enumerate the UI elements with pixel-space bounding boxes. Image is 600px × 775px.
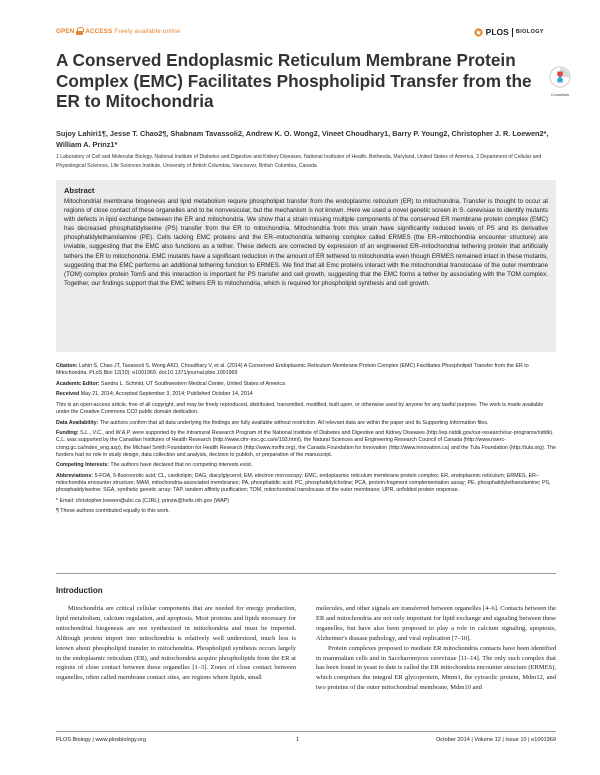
intro-paragraph-1: Mitochondria are critical cellular components that are needed for energy production, lipid metabolism, calcium regulation, and apoptosis. Most proteins and lipids necessary for mitochondrial biogenesis are not synthesized in mitochondria and must be imported. Although protein import into mitochondria is relatively well understood, much less is known about phospholipid transfer to mitochondria. Phospholipid synthesis occurs largely in the endoplasmic reticulum (ER), and mitochondria acquire phospholipids from the ER at regions of close contact between these organelles [1–3]. Zones of close contact between organelles, often called membrane contact sites, are regions where lipids, small: [56, 605, 296, 682]
article-title: A Conserved Endoplasmic Reticulum Membrane Protein Complex (EMC) Facilitates Phospholipid Transfer from the ER to Mitochondria: [56, 50, 532, 111]
journal-header: [56, 27, 544, 41]
right-column: [316, 604, 556, 693]
article-metadata: [56, 363, 556, 519]
journal-url: PLOS Biology | www.plosbiology.org: [56, 737, 146, 743]
abstract-text: Mitochondrial membrane biogenesis and lipid metabolism require phospholipid transfer from the endoplasmic reticulum (ER) to mitochondria. Transfer is thought to occur at regions of close contact of these organelles and to be nonvesicular, but the mechanism is not known. Here we used a novel genetic screen in S. cerevisiae to identify mutants with defects in lipid exchange between the ER and mitochondria. We show that a strain missing multiple components of the conserved ER membrane protein complex (EMC) has decreased phosphatidylserine (PS) transfer from the ER to mitochondria. Mitochondria from this strain have significantly reduced levels of PS and its derivative phosphatidylethanolamine (PE). Cells lacking EMC proteins and the ER–mitochondria tethering complex called ERMES (the ER–mitochondria encounter structure) are inviable, suggesting that the EMC also functions as a tether. These defects are corrected by expression of an engineered ER–mitochondrial tethering protein that artificially tethers the ER to mitochondria. EMC mutants have a significant reduction in the amount of ER tethered to mitochondria even though ERMES remained intact in these mutants, suggesting that the EMC performs an additional tethering function to ERMES. We find that all Emc proteins interact with the mitochondrial translocase of the outer membrane (TOM) complex protein Tom5 and this interaction is important for PS transfer and cell growth, suggesting that the EMC forms a tether by associating with the TOM complex. Together, our findings support that the EMC tethers ER to mitochondria, which is required for phospholipid synthesis and cell growth.: [64, 198, 548, 287]
author-list: Sujoy Lahiri1¶, Jesse T. Chao2¶, Shabnam Tavassoli2, Andrew K. O. Wong2, Vineet Choudhary1, Barry P. Young2, Christopher J. R. Loewen2*, William A. Prinz1*: [56, 129, 549, 149]
affiliations: 1 Laboratory of Cell and Molecular Biology, National Institute of Diabetes and Digestive and Kidney Diseases, National Institutes of Health, Bethesda, Maryland, United States of America, 2 Department of Cellular and Physiological Sciences, Life Sciences Institute, University of British Columbia, Vancouver, British Columbia, Canada: [56, 154, 542, 169]
two-column-body: [56, 604, 556, 693]
open-lock-icon: [76, 27, 83, 35]
plos-biology-logo: PLOS BIOLOGY: [474, 27, 544, 37]
logo-divider: [512, 28, 513, 37]
page-number: 1: [296, 737, 300, 743]
abstract-heading: Abstract: [64, 186, 95, 195]
intro-paragraph-2: Protein complexes proposed to mediate ER mitochondria contacts have been identified in mammalian cells and in Saccharomyces cerevisiae [11–14]. The only such complex that has been found in yeast to date is called the ER mitochondria encounter structure (ERMES), which comprises the integral ER glycoprotein, Mmm1, the cytosolic protein, Mdm12, and two proteins of the outer mitochondrial membrane, Mdm10 and: [316, 644, 556, 692]
open-access-badge: OPEN ACCESS Freely available online: [56, 27, 181, 35]
funding-statement: Funding: S.L., V.C., and W.A.P. were supported by the Intramural Research Program of the National Institute of Diabetes and Digestive and Kidney Diseases (http://ep.niddk.gov/our-research/our-programs/niddk). C.L. was supported by the Canadian Institutes of Health Research (http://www.cihr-irsc.gc.ca/e/193.html), the Natural Sciences and Engineering Research Council of Canada (http://www.nserc-crsng.gc.ca/index_eng.asp), the Michael Smith Foundation for Health Research (http://www.msfhr.org), the Canada Foundation for Innovation (http://www.innovation.ca) and the Tula Foundation (http://tula.org). The funders had no role in study design, data collection and analysis, decision to publish, or preparation of the manuscript.: [56, 430, 556, 458]
abbreviations: Abbreviations: 5-FOA, 5-fluoroorotic acid; CL, cardiolipin; DAG, diacylglycerol; EM, electron microscopy; EMC, endoplasmic reticulum membrane protein complex; ER, endoplasmic reticulum; ERMES, ER–mitochondria encounter structure; MAM, mitochondria-associated membranes; PA, phosphatidic acid; PC, phosphatidylcholine; PCA, protein-fragment complementation assay; PE, phosphatidylethanolamine; PS, phosphatidylserine; SGA, synthetic genetic array; TAP, tandem affinity purification; TOM, mitochondrial translocase of the outer membrane; UPR, unfolded protein response.: [56, 472, 551, 494]
intro-paragraph-1-cont: molecules, and other signals are transferred between organelles [4–6]. Contacts between the ER and mitochondria are not only important for lipid exchange and signaling between these organelles, but have also been proposed to play a role in calcium signaling, apoptosis, Alzheimer's disease pathology, and viral replication [7–10].: [316, 605, 556, 642]
crossmark-badge[interactable]: [546, 66, 574, 97]
equal-contribution-note: ¶ These authors contributed equally to this work.: [56, 508, 170, 515]
plos-star-icon: [474, 28, 483, 37]
abstract-box: [56, 180, 556, 352]
data-availability: Data Availability: The authors confirm that all data underlying the findings are fully available without restriction. All relevant data are within the paper and its Supporting Information files.: [56, 419, 489, 426]
section-divider: [56, 573, 556, 574]
competing-interests: Competing Interests: The authors have declared that no competing interests exist.: [56, 462, 253, 469]
introduction-section: [56, 586, 556, 693]
page-footer: [56, 737, 556, 743]
citation: Citation: Lahiri S, Chao JT, Tavassoli S, Wong AKO, Choudhary V, et al. (2014) A Conserved Endoplasmic Reticulum Membrane Protein Complex (EMC) Facilitates Phospholipid Transfer from the ER to Mitochondria. PLoS Biol 12(10): e1001969. doi:10.1371/journal.pbio.1001969: [56, 363, 529, 377]
crossmark-label: CrossMark: [550, 93, 570, 97]
license-statement: This is an open-access article, free of all copyright, and may be freely reproduced, distributed, transmitted, modified, built upon, or otherwise used by anyone for any lawful purpose. The work is made available under the Creative Commons CC0 public domain dedication.: [56, 401, 544, 416]
issue-info: October 2014 | Volume 12 | Issue 10 | e1001969: [435, 737, 556, 743]
publication-dates: Received May 21, 2014; Accepted September 3, 2014; Published October 14, 2014: [56, 391, 253, 398]
corresponding-email: * Email: christopher.loewen@ubc.ca (CJRL); prinzw@helix.nih.gov (WAP): [56, 497, 230, 504]
academic-editor: Academic Editor: Sandra L. Schmid, UT Southwestern Medical Center, United States of America: [56, 380, 285, 387]
footer-divider: [56, 731, 556, 732]
left-column: [56, 604, 296, 693]
crossmark-icon: [549, 66, 571, 88]
introduction-heading: Introduction: [56, 586, 103, 595]
